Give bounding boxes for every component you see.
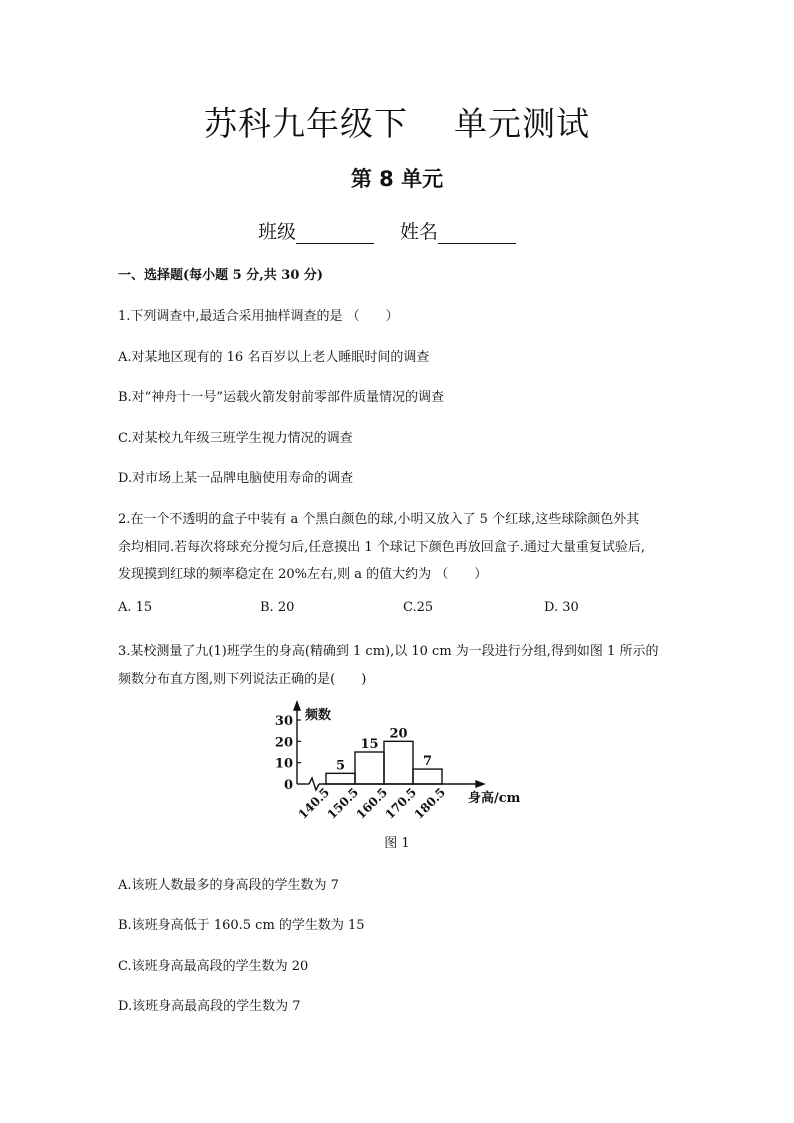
- y-tick-label: 30: [274, 714, 293, 729]
- y-axis-arrow: [294, 702, 300, 710]
- x-tick-label: 140.5: [295, 785, 333, 822]
- x-tick-label: 160.5: [353, 785, 391, 822]
- name-label: 姓名: [400, 221, 439, 243]
- bar-value-label: 7: [422, 754, 433, 770]
- x-axis-label: 身高/cm: [468, 791, 521, 806]
- q3-line-2: 频数分布直方图,则下列说法正确的是( ): [118, 672, 367, 687]
- q2-line-3: 发现摸到红球的频率稳定在 20%左右,则 a 的值大约为 （ ）: [118, 567, 488, 582]
- y-axis-label: 频数: [305, 708, 332, 723]
- x-tick-label: 180.5: [411, 785, 449, 822]
- bar-value-label: 5: [335, 758, 346, 774]
- y-tick-label: 0: [283, 778, 293, 793]
- section-heading: 一、选择题(每小题 5 分,共 30 分): [118, 268, 324, 283]
- q1-option-d: D.对市场上某一品牌电脑使用寿命的调查: [118, 471, 354, 486]
- histogram-bar: [384, 741, 413, 784]
- x-tick-label: 170.5: [382, 785, 420, 822]
- q2-option-b: B. 20: [260, 600, 295, 615]
- bar-value-label: 20: [389, 726, 408, 742]
- q1-option-b: B.对“神舟十一号”运载火箭发射前零部件质量情况的调查: [118, 390, 444, 405]
- axis-break: [309, 778, 319, 790]
- q1-option-c: C.对某校九年级三班学生视力情况的调查: [118, 431, 353, 446]
- q3-line-1: 3.某校测量了九(1)班学生的身高(精确到 1 cm),以 10 cm 为一段进行分组,得到如图 1 所示的: [118, 644, 659, 659]
- q2-option-a: A. 15: [118, 600, 153, 615]
- class-label: 班级: [257, 221, 296, 243]
- histogram-bar: [413, 769, 442, 784]
- histogram-bar: [326, 773, 355, 784]
- x-axis-arrow: [476, 781, 484, 787]
- q3-option-d: D.该班身高最高段的学生数为 7: [118, 999, 301, 1014]
- figure-caption: 图 1: [384, 836, 410, 851]
- y-tick-label: 20: [274, 735, 293, 751]
- bar-value-label: 15: [360, 737, 379, 752]
- y-tick-label: 10: [274, 756, 293, 772]
- q2-option-c: C.25: [403, 600, 434, 615]
- x-tick-label: 150.5: [324, 785, 362, 822]
- q3-option-a: A.该班人数最多的身高段的学生数为 7: [118, 878, 339, 893]
- q3-option-b: B.该班身高低于 160.5 cm 的学生数为 15: [118, 918, 365, 933]
- unit-subtitle: 第 8 单元: [350, 167, 444, 191]
- q2-line-1: 2.在一个不透明的盒子中装有 a 个黑白颜色的球,小明又放入了 5 个红球,这些球除颜色外其: [118, 512, 640, 527]
- histogram-bar: [355, 752, 384, 784]
- title-left: 苏科九年级下: [204, 104, 408, 143]
- q3-option-c: C.该班身高最高段的学生数为 20: [118, 959, 309, 974]
- q1-stem: 1.下列调查中,最适合采用抽样调查的是 （ ）: [118, 309, 399, 324]
- title-right: 单元测试: [454, 104, 590, 143]
- q1-option-a: A.对某地区现有的 16 名百岁以上老人睡眠时间的调查: [118, 350, 430, 365]
- q2-line-2: 余均相同.若每次将球充分搅匀后,任意摸出 1 个球记下颜色再放回盒子.通过大量重复试验后,: [118, 540, 646, 555]
- q2-option-d: D. 30: [544, 600, 579, 615]
